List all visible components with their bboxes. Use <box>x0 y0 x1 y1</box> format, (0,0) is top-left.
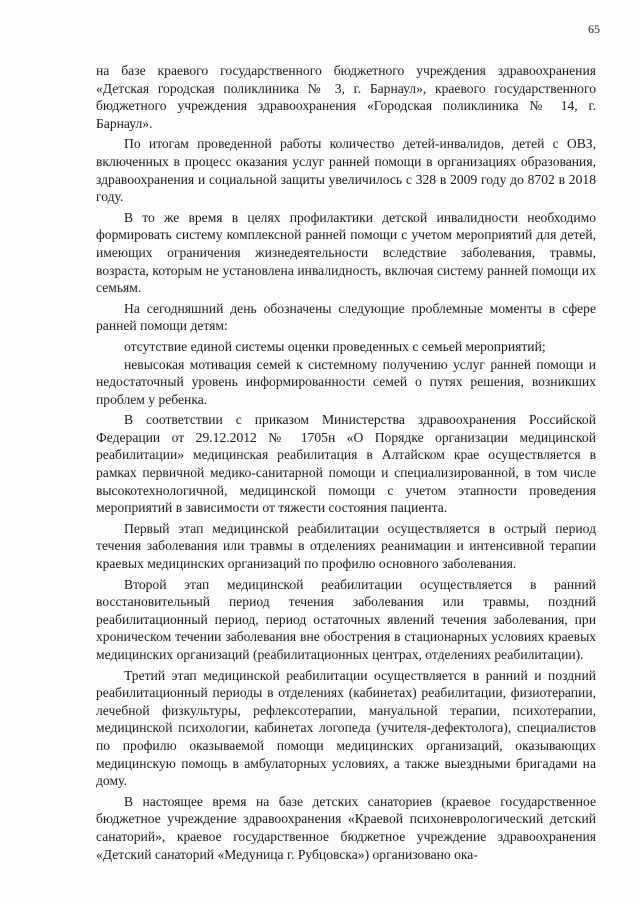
paragraph-continuation: на базе краевого государственного бюджетного учреждения здравоохранения «Детская городская поликлиника № 3, г. Барнаул», краевого государственного бюджетного учреждения здравоохранения «Городская поликлиника № 14, г. Барнаул». <box>96 63 596 131</box>
paragraph-stage-three: Третий этап медицинской реабилитации осуществляется в ранний и поздний реабилитационный периоды в отделениях (кабинетах) реабилитации, физиотерапии, лечебной физкультуры, рефлексотерапии, мануальной терапии, психотерапии, медицинской психологии, кабинетах логопеда (учителя-дефектолога), специалистов по профилю оказываемой помощи медицинских организаций, оказывающих медицинскую помощь в амбулаторных условиях, а также выездными бригадами на дому. <box>96 667 596 789</box>
paragraph-results: По итогам проведенной работы количество детей-инвалидов, детей с ОВЗ, включенных в процесс оказания услуг ранней помощи в организациях образования, здравоохранения и социальной защиты увеличилось с 328 в 2009 году до 8702 в 2018 году. <box>96 136 596 205</box>
list-item-no-system: отсутствие единой системы оценки проведенных с семьей мероприятий; <box>124 338 546 354</box>
paragraph-stage-one: Первый этап медицинской реабилитации осуществляется в острый период течения заболевания или травмы в отделениях реанимации и интенсивной терапии краевых медицинских организаций по профилю основного заболевания. <box>96 520 596 572</box>
list-item-low-motivation: невысокая мотивация семей к системному получению услуг ранней помощи и недостаточный уровень информированности семей о путях решения, возникших проблем у ребенка. <box>96 356 596 407</box>
paragraph-stage-two: Второй этап медицинской реабилитации осуществляется в ранний восстановительный период течения заболевания или травмы, поздний реабилитационный период, период остаточных явлений течения заболевания, при хроническом течении заболевания вне обострения в стационарных условиях краевых медицинских организаций (реабилитационных центрах, отделениях реабилитации). <box>96 576 596 662</box>
document-body <box>96 62 596 866</box>
paragraph-problems-intro: На сегодняшний день обозначены следующие проблемные моменты в сфере ранней помощи детям: <box>96 300 596 334</box>
paragraph-order: В соответствии с приказом Министерства здравоохранения Российской Федерации от 29.12.2012 № 1705н «О Порядке организации медицинской реабилитации» медицинская реабилитация в Алтайском крае осуществляется в рамках первичной медико-санитарной помощи и специализированной, в том числе высокотехнологичной, медицинской помощи с учетом этапности проведения мероприятий в зависимости от тяжести состояния пациента. <box>96 412 596 516</box>
page-number: 65 <box>588 22 600 36</box>
paragraph-prevention: В то же время в целях профилактики детской инвалидности необходимо формировать систему комплексной ранней помощи с учетом мероприятий для детей, имеющих ограничения жизнедеятельности вследствие заболевания, травмы, возраста, которым не установлена инвалидность, включая систему ранней помощи их семьям. <box>96 209 596 296</box>
paragraph-sanatoriums: В настоящее время на базе детских санаториев (краевое государственное бюджетное учреждение здравоохранения «Краевой психоневрологический детский санаторий», краевое государственное бюджетное учреждение здравоохранения «Детский санаторий «Медуница г. Рубцовска») организовано ока- <box>96 793 596 862</box>
